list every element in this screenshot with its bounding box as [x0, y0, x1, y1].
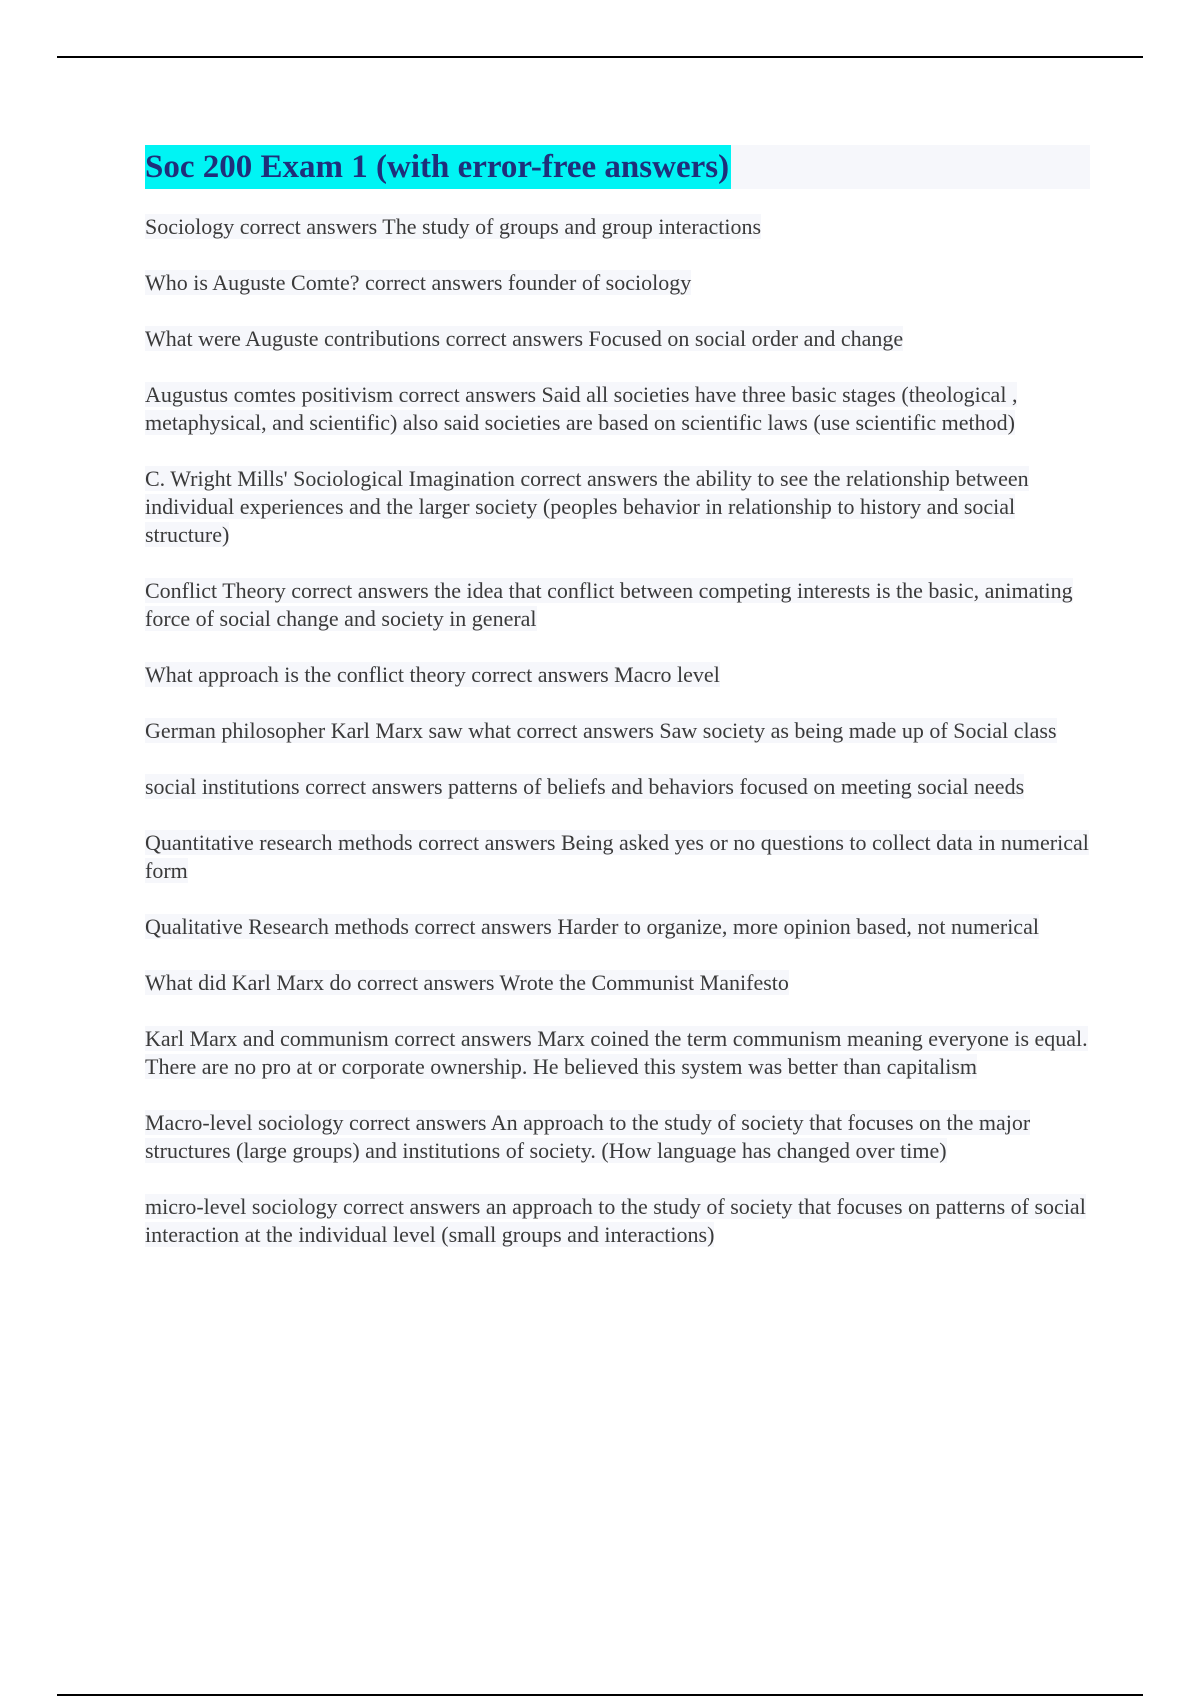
qa-entry-sociological-imagination	[145, 465, 1090, 549]
qa-entry-karl-marx-did	[145, 969, 1090, 997]
qa-entry-auguste-contributions	[145, 325, 1090, 353]
qa-text: Conflict Theory correct answers the idea that conflict between competing interests is the basic, animating force of social change and society in general	[145, 578, 1073, 631]
qa-text: What approach is the conflict theory correct answers Macro level	[145, 662, 720, 687]
page-top-rule	[57, 56, 1143, 58]
qa-text: What did Karl Marx do correct answers Wrote the Communist Manifesto	[145, 970, 789, 995]
qa-text: Macro-level sociology correct answers An approach to the study of society that focuses on the major structures (large groups) and institutions of society. (How language has changed over time)	[145, 1110, 1031, 1163]
qa-entry-micro-level	[145, 1193, 1090, 1249]
qa-entry-marx-communism	[145, 1025, 1090, 1081]
title-bar	[145, 145, 1090, 189]
qa-entry-qualitative-methods	[145, 913, 1090, 941]
document-title: Soc 200 Exam 1 (with error-free answers)	[145, 145, 731, 189]
document-body	[145, 145, 1090, 1277]
qa-text: Sociology correct answers The study of groups and group interactions	[145, 214, 762, 239]
qa-entry-auguste-comte	[145, 269, 1090, 297]
qa-entry-macro-level	[145, 1109, 1090, 1165]
qa-entry-positivism	[145, 381, 1090, 437]
qa-entry-sociology	[145, 213, 1090, 241]
qa-entry-conflict-approach	[145, 661, 1090, 689]
qa-text: Augustus comtes positivism correct answers Said all societies have three basic stages (theological , metaphysical, and scientific) also said societies are based on scientific laws (use scientific method)	[145, 382, 1018, 435]
qa-entry-conflict-theory	[145, 577, 1090, 633]
qa-text: social institutions correct answers patterns of beliefs and behaviors focused on meeting social needs	[145, 774, 1025, 799]
qa-entry-quantitative-methods	[145, 829, 1090, 885]
qa-entry-karl-marx-saw	[145, 717, 1090, 745]
qa-text: micro-level sociology correct answers an approach to the study of society that focuses on patterns of social interaction at the individual level (small groups and interactions)	[145, 1194, 1086, 1247]
qa-text: C. Wright Mills' Sociological Imagination correct answers the ability to see the relationship between individual experiences and the larger society (peoples behavior in relationship to history and social structure)	[145, 466, 1029, 547]
qa-text: Quantitative research methods correct answers Being asked yes or no questions to collect data in numerical form	[145, 830, 1089, 883]
qa-text: Qualitative Research methods correct answers Harder to organize, more opinion based, not numerical	[145, 914, 1039, 939]
qa-text: Who is Auguste Comte? correct answers founder of sociology	[145, 270, 692, 295]
qa-text: Karl Marx and communism correct answers Marx coined the term communism meaning everyone is equal. There are no pro at or corporate ownership. He believed this system was better than capitalism	[145, 1026, 1088, 1079]
qa-text: What were Auguste contributions correct answers Focused on social order and change	[145, 326, 904, 351]
qa-list	[145, 213, 1090, 1249]
qa-text: German philosopher Karl Marx saw what correct answers Saw society as being made up of Social class	[145, 718, 1057, 743]
page-bottom-rule	[57, 1694, 1143, 1696]
qa-entry-social-institutions	[145, 773, 1090, 801]
